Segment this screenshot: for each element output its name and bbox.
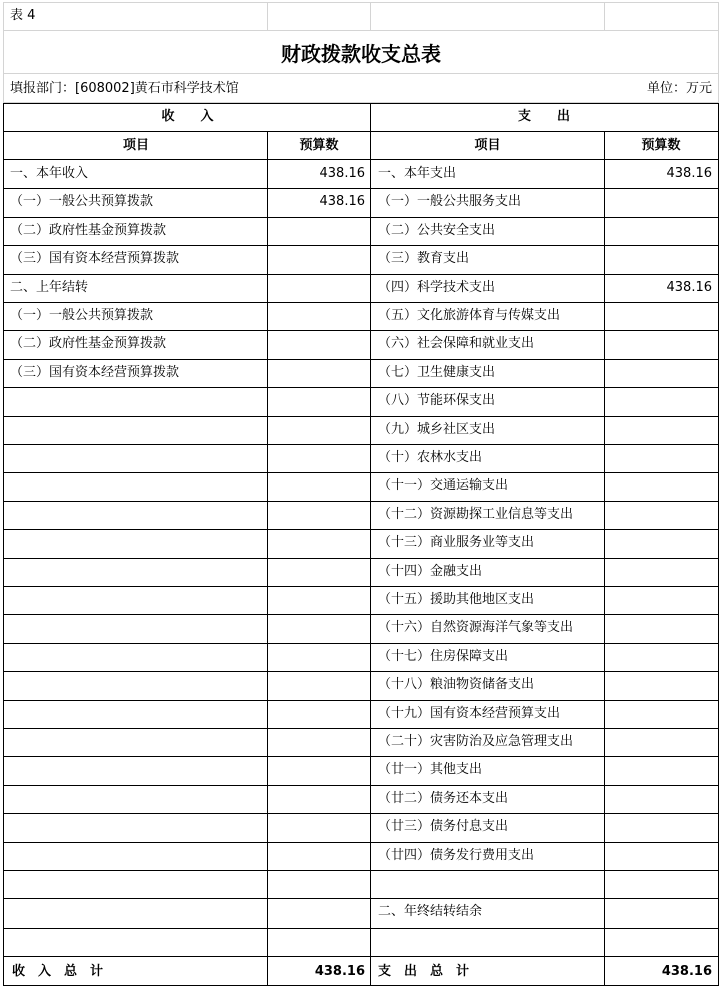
expense-row-label: （十四）金融支出 bbox=[378, 564, 483, 579]
grid-line bbox=[370, 2, 371, 30]
income-row-label: （一）一般公共预算拨款 bbox=[10, 194, 154, 209]
table-rule bbox=[3, 416, 719, 417]
table-rule bbox=[3, 558, 719, 559]
unit-label: 单位：万元 bbox=[646, 81, 712, 96]
income-row-label: （三）国有资本经营预算拨款 bbox=[10, 365, 180, 380]
income-row-label: 一、本年收入 bbox=[10, 166, 89, 181]
grid-line bbox=[267, 2, 268, 30]
income-item-header: 项目 bbox=[122, 138, 149, 153]
grid-line bbox=[718, 2, 719, 30]
table-rule bbox=[3, 614, 719, 615]
table-rule bbox=[3, 985, 719, 986]
grid-line bbox=[3, 2, 719, 3]
expense-row-label: （二十）灾害防治及应急管理支出 bbox=[378, 734, 574, 749]
income-header: 收 入 bbox=[161, 109, 214, 124]
income-row-label: （二）政府性基金预算拨款 bbox=[10, 336, 167, 351]
table-rule bbox=[3, 813, 719, 814]
expense-row-label: （十六）自然资源海洋气象等支出 bbox=[378, 620, 574, 635]
income-row-value: 438.16 bbox=[319, 194, 365, 209]
grid-line bbox=[3, 30, 4, 102]
grid-line bbox=[604, 2, 605, 30]
expense-row-label: （十九）国有资本经营预算支出 bbox=[378, 706, 561, 721]
table-rule bbox=[3, 671, 719, 672]
table-rule bbox=[3, 728, 719, 729]
expense-header: 支 出 bbox=[517, 109, 570, 124]
table-rule bbox=[3, 159, 719, 160]
table-rule bbox=[3, 700, 719, 701]
income-row-value: 438.16 bbox=[319, 166, 365, 181]
income-total-label: 收 入 总 计 bbox=[12, 964, 104, 979]
expense-row-label: （二）公共安全支出 bbox=[378, 223, 496, 238]
income-total-value: 438.16 bbox=[314, 964, 365, 979]
table-rule bbox=[3, 274, 719, 275]
grid-line bbox=[3, 2, 4, 30]
grid-line bbox=[3, 73, 719, 74]
table-rule bbox=[3, 870, 719, 871]
table-rule bbox=[3, 956, 719, 957]
expense-row-label: 一、本年支出 bbox=[378, 166, 457, 181]
table-rule bbox=[718, 103, 719, 986]
table-rule bbox=[267, 131, 268, 928]
table-rule bbox=[3, 330, 719, 331]
table-rule bbox=[604, 928, 605, 986]
table-rule bbox=[3, 103, 4, 986]
table-rule bbox=[3, 643, 719, 644]
table-rule bbox=[3, 444, 719, 445]
table-rule bbox=[3, 359, 719, 360]
table-rule bbox=[3, 756, 719, 757]
table-rule bbox=[3, 898, 719, 899]
expense-row-label: （廿一）其他支出 bbox=[378, 762, 483, 777]
expense-row-label: （十二）资源勘探工业信息等支出 bbox=[378, 507, 574, 522]
expense-row-label: （十八）粮油物资储备支出 bbox=[378, 677, 535, 692]
table-rule bbox=[370, 103, 371, 986]
table-rule bbox=[3, 472, 719, 473]
income-row-label: 二、上年结转 bbox=[10, 280, 89, 295]
table-rule bbox=[3, 586, 719, 587]
grid-line bbox=[718, 30, 719, 102]
expense-row-label: （十五）援助其他地区支出 bbox=[378, 592, 535, 607]
table-number: 表 4 bbox=[10, 8, 36, 23]
expense-total-label: 支 出 总 计 bbox=[378, 964, 470, 979]
expense-row-label: （六）社会保障和就业支出 bbox=[378, 336, 535, 351]
table-rule bbox=[3, 842, 719, 843]
table-rule bbox=[3, 529, 719, 530]
expense-row-label: （廿三）债务付息支出 bbox=[378, 819, 509, 834]
income-row-label: （一）一般公共预算拨款 bbox=[10, 308, 154, 323]
expense-row-value: 438.16 bbox=[666, 166, 712, 181]
expense-row-label: （廿四）债务发行费用支出 bbox=[378, 848, 535, 863]
expense-row-label: 二、年终结转结余 bbox=[378, 904, 483, 919]
income-budget-header: 预算数 bbox=[299, 138, 339, 153]
table-rule bbox=[3, 785, 719, 786]
table-rule bbox=[3, 188, 719, 189]
table-rule bbox=[3, 501, 719, 502]
table-rule bbox=[3, 217, 719, 218]
table-rule bbox=[604, 131, 605, 928]
expense-row-label: （廿二）债务还本支出 bbox=[378, 791, 509, 806]
table-rule bbox=[3, 302, 719, 303]
expense-row-label: （三）教育支出 bbox=[378, 251, 470, 266]
expense-row-label: （五）文化旅游体育与传媒支出 bbox=[378, 308, 561, 323]
page-title: 财政拨款收支总表 bbox=[281, 42, 441, 66]
expense-budget-header: 预算数 bbox=[641, 138, 681, 153]
table-rule bbox=[3, 928, 719, 929]
expense-row-value: 438.16 bbox=[666, 280, 712, 295]
expense-row-label: （十）农林水支出 bbox=[378, 450, 483, 465]
expense-total-value: 438.16 bbox=[661, 964, 712, 979]
expense-row-label: （八）节能环保支出 bbox=[378, 393, 496, 408]
expense-row-label: （十七）住房保障支出 bbox=[378, 649, 509, 664]
table-rule bbox=[3, 131, 719, 132]
reporting-department: 填报部门：[608002]黄石市科学技术馆 bbox=[10, 81, 239, 96]
table-rule bbox=[3, 387, 719, 388]
expense-row-label: （九）城乡社区支出 bbox=[378, 422, 496, 437]
table-rule bbox=[3, 103, 719, 104]
income-row-label: （三）国有资本经营预算拨款 bbox=[10, 251, 180, 266]
table-rule bbox=[3, 245, 719, 246]
expense-row-label: （四）科学技术支出 bbox=[378, 280, 496, 295]
income-row-label: （二）政府性基金预算拨款 bbox=[10, 223, 167, 238]
expense-row-label: （十一）交通运输支出 bbox=[378, 478, 509, 493]
grid-line bbox=[3, 30, 719, 31]
expense-row-label: （一）一般公共服务支出 bbox=[378, 194, 522, 209]
expense-item-header: 项目 bbox=[474, 138, 501, 153]
expense-row-label: （十三）商业服务业等支出 bbox=[378, 535, 535, 550]
expense-row-label: （七）卫生健康支出 bbox=[378, 365, 496, 380]
table-rule bbox=[267, 928, 268, 986]
